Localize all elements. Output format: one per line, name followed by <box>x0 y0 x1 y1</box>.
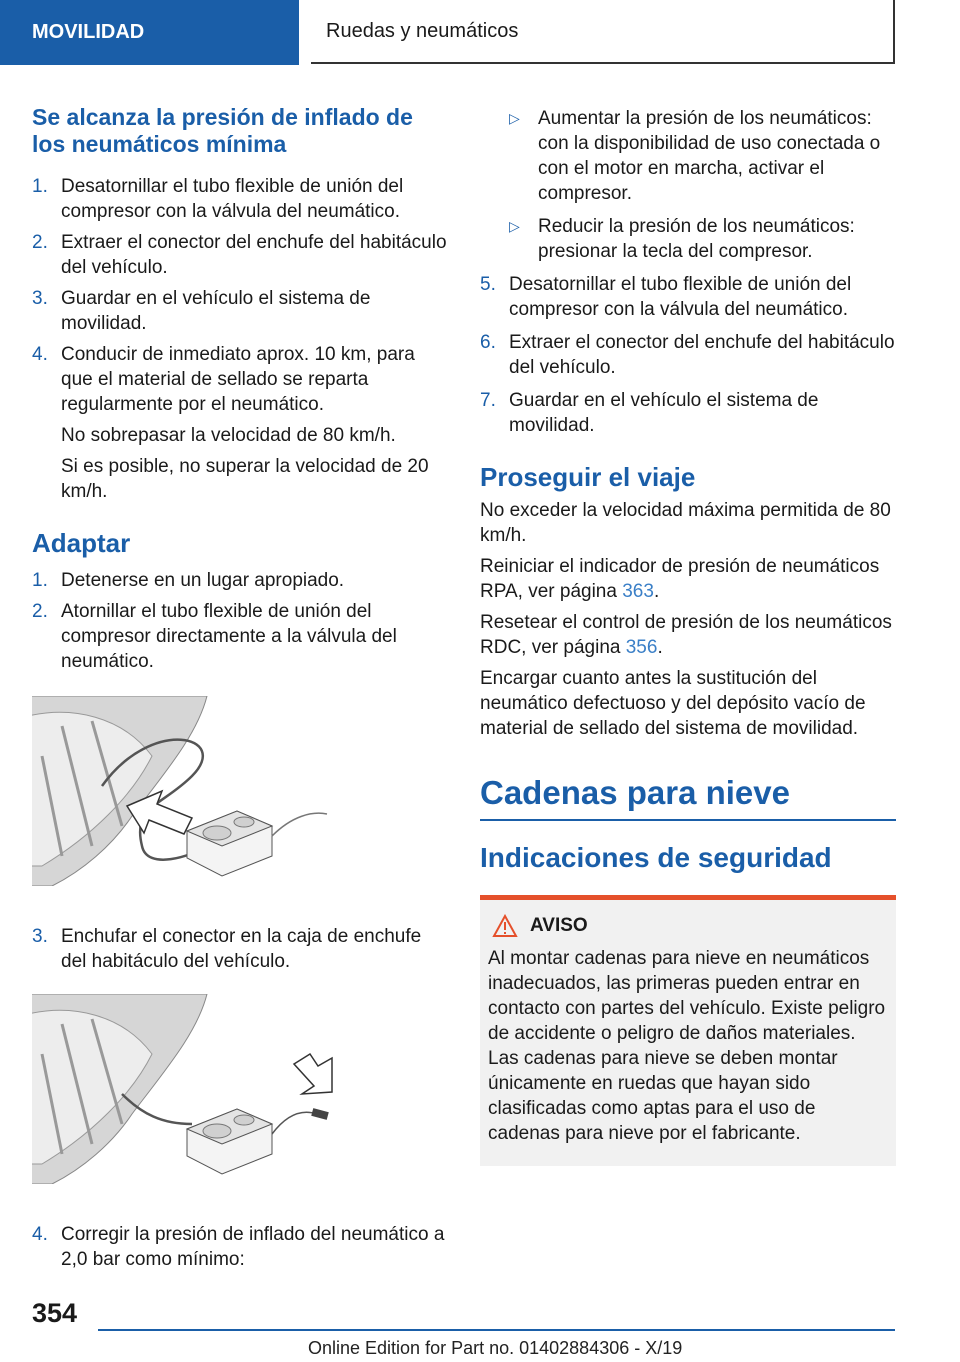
step-number: 1. <box>32 176 48 197</box>
warning-title <box>488 914 888 938</box>
step-note: Si es posible, no superar la velocidad de 20 km/h. <box>61 456 429 502</box>
illustration-compressor-valve <box>32 696 362 886</box>
page-number: 354 <box>32 1298 78 1328</box>
step-number: 3. <box>32 926 48 947</box>
list-item <box>480 272 896 322</box>
step-text: Extraer el conector del enchufe del habitáculo del vehículo. <box>61 232 447 278</box>
step-text: Conducir de inmediato aprox. 10 km, para que el material de sellado se reparta regularmente por el neumático. <box>61 344 415 415</box>
warning-text: Al montar cadenas para nieve en neumáticos inadecuados, las primeras pueden entrar en contacto con partes del vehículo. Existe peligro de accidente o peligro de daños materiales. Las cadenas para nieve se deben montar únicamente en ruedas que hayan sido clasificadas como aptas para el uso de cadenas para nieve por el fabricante. <box>488 948 886 1144</box>
bullet-text: Reducir la presión de los neumáticos: presionar la tecla del compresor. <box>538 216 855 262</box>
step-note: No sobrepasar la velocidad de 80 km/h. <box>61 425 396 446</box>
bullet-item <box>480 214 896 264</box>
section-title: MOVILIDAD <box>32 21 145 43</box>
list-item <box>480 330 896 380</box>
warning-label: AVISO <box>530 915 588 936</box>
step-text: Enchufar el conector en la caja de enchufe del habitáculo del vehículo. <box>61 926 422 972</box>
plug-illustration <box>32 994 362 1184</box>
step-number: 3. <box>32 288 48 309</box>
paragraph: No exceder la velocidad máxima permitida de 80 km/h. <box>480 500 891 546</box>
illustration-plug-socket <box>32 994 362 1184</box>
bullet-text: Aumentar la presión de los neumáticos: con la disponibilidad de uso conectada o con el motor en marcha, activar el compresor. <box>538 108 881 204</box>
paragraph: Resetear el control de presión de los neumáticos RDC, ver página 356. <box>480 612 892 658</box>
step-number: 1. <box>32 570 48 591</box>
list-item <box>32 286 448 336</box>
step-number: 2. <box>32 232 48 253</box>
paragraph: Encargar cuanto antes la sustitución del neumático defectuoso y del depósito vacío de material de sellado del sistema de movilidad. <box>480 668 866 739</box>
triangle-bullet-icon: ▷ <box>509 218 520 234</box>
heading-cadenas: Cadenas para nieve <box>480 774 790 811</box>
list-item <box>32 230 448 280</box>
paragraph: Reiniciar el indicador de presión de neumáticos RPA, ver página 363. <box>480 556 880 602</box>
chapter-heading-block <box>480 773 896 821</box>
heading-min-pressure: Se alcanza la presión de inflado de los neumáticos mínima <box>32 104 413 157</box>
list-item <box>32 342 448 417</box>
left-column <box>32 100 448 1272</box>
step-text: Detenerse en un lugar apropiado. <box>61 570 345 591</box>
chapter-header <box>311 0 895 64</box>
footer-edition: Online Edition for Part no. 01402884306 - X/19 <box>308 1338 683 1358</box>
footer-rule <box>98 1329 895 1331</box>
section-tab <box>0 0 299 65</box>
compressor-illustration <box>32 696 362 886</box>
heading-proseguir: Proseguir el viaje <box>480 462 696 492</box>
list-item <box>32 1222 448 1272</box>
step-number: 6. <box>480 332 496 353</box>
list-item <box>32 174 448 224</box>
step-text: Extraer el conector del enchufe del habitáculo del vehículo. <box>509 332 895 378</box>
step-number: 2. <box>32 601 48 622</box>
step-number: 4. <box>32 1224 48 1245</box>
step-number: 4. <box>32 344 48 365</box>
page-link-356[interactable]: 356 <box>625 637 658 658</box>
list-item <box>32 568 448 593</box>
page-link-363[interactable]: 363 <box>622 581 654 602</box>
step-text: Corregir la presión de inflado del neumático a 2,0 bar como mínimo: <box>61 1224 445 1270</box>
step-text: Atornillar el tubo flexible de unión del compresor directamente a la válvula del neumático. <box>61 601 397 672</box>
heading-adaptar: Adaptar <box>32 528 131 558</box>
paragraph-text: Reiniciar el indicador de presión de neumáticos RPA, ver página <box>480 556 880 602</box>
step-number: 7. <box>480 390 496 411</box>
step-text: Desatornillar el tubo flexible de unión del compresor con la válvula del neumático. <box>61 176 404 222</box>
warning-triangle-icon <box>492 914 518 938</box>
step-text: Guardar en el vehículo el sistema de movilidad. <box>509 390 819 436</box>
step-text: Guardar en el vehículo el sistema de movilidad. <box>61 288 371 334</box>
chapter-title: Ruedas y neumáticos <box>326 19 519 42</box>
list-item <box>32 599 448 674</box>
right-column <box>480 106 896 1166</box>
triangle-bullet-icon: ▷ <box>509 110 520 126</box>
list-item <box>32 924 448 974</box>
step-text: Desatornillar el tubo flexible de unión del compresor con la válvula del neumático. <box>509 274 852 320</box>
paragraph-text: Resetear el control de presión de los neumáticos RDC, ver página <box>480 612 892 658</box>
step-number: 5. <box>480 274 496 295</box>
heading-indicaciones: Indicaciones de seguridad <box>480 842 832 873</box>
list-item <box>480 388 896 438</box>
warning-box <box>480 895 896 1166</box>
bullet-item <box>480 106 896 206</box>
